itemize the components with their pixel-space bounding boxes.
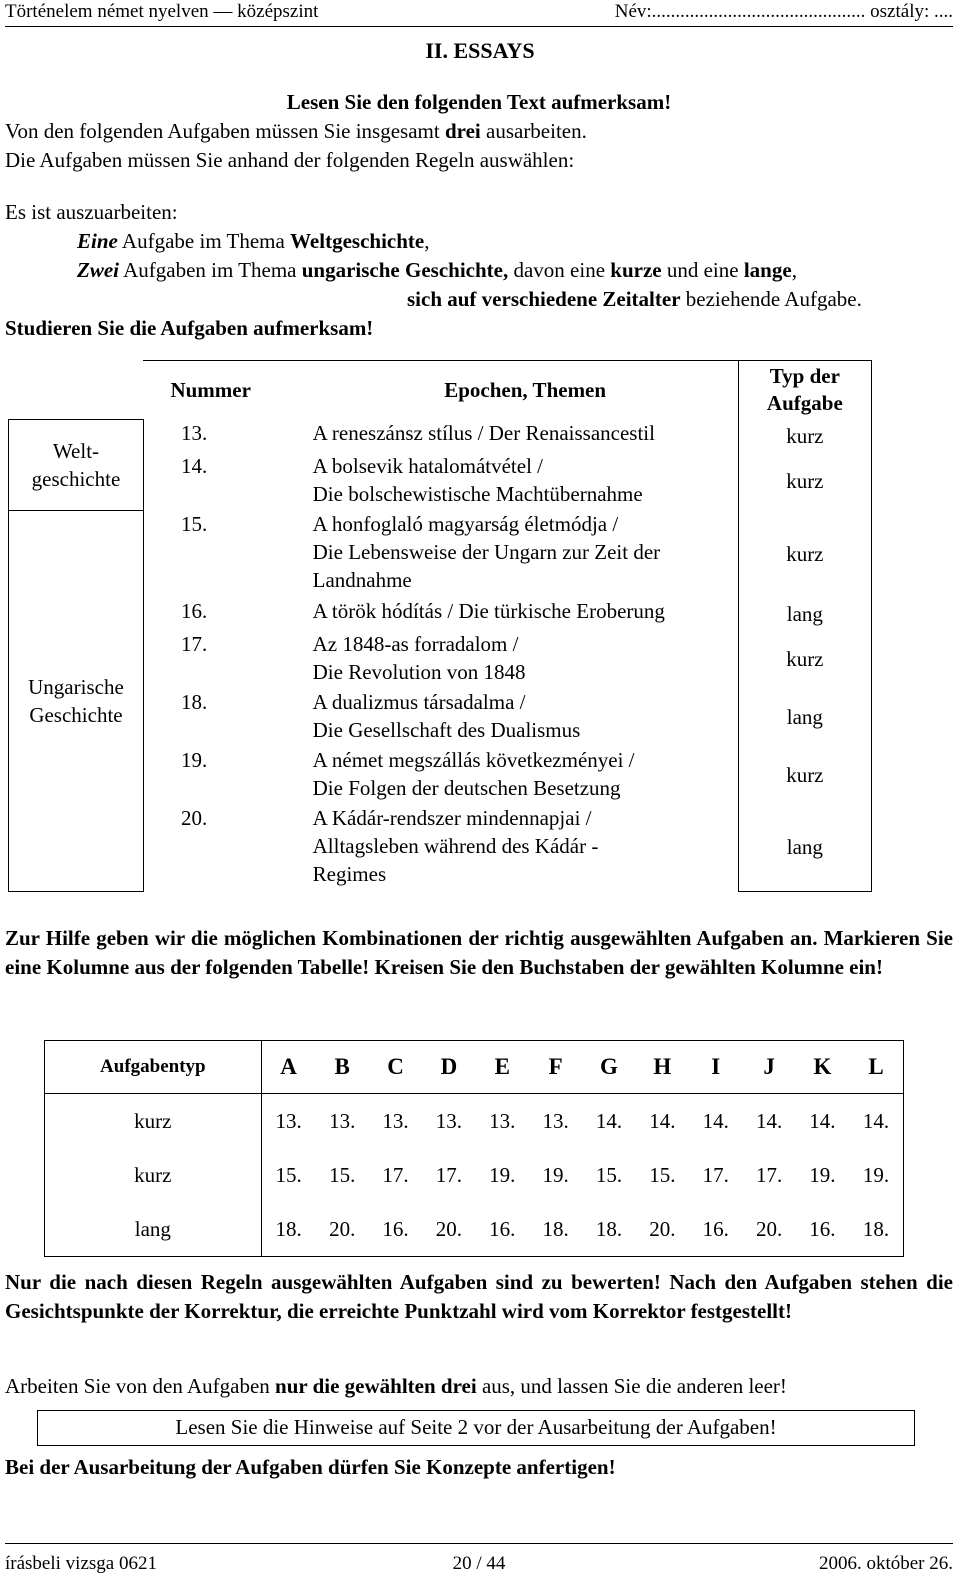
combination-cell: 13. [542, 1108, 569, 1133]
topic-number: 15. [180, 512, 208, 536]
combination-cell: 18. [582, 1202, 635, 1257]
combination-cell: 18. [849, 1202, 903, 1257]
combination-column-letter[interactable]: J [742, 1041, 795, 1094]
topic-theme: A török hódítás / Die türkische Eroberung [312, 599, 665, 623]
combination-cell: 14. [649, 1108, 676, 1133]
combination-cell: 19. [849, 1148, 903, 1202]
combination-cell: 19. [542, 1162, 569, 1187]
combination-column-letter[interactable]: B [316, 1041, 369, 1094]
combination-cell: 20. [742, 1202, 795, 1257]
topic-theme: Az 1848-as forradalom / Die Revolution von 1848 [312, 632, 526, 684]
topics-table-wrapper [8, 360, 872, 921]
combination-column-letter[interactable]: A [261, 1041, 315, 1094]
combination-cell: 13. [275, 1108, 302, 1133]
combination-column-letter[interactable]: C [369, 1041, 422, 1094]
page-footer [5, 1543, 953, 1584]
rules-heading: Es ist auszuarbeiten: [5, 200, 178, 224]
topic-theme: A reneszánsz stílus / Der Renaissancestil [312, 421, 655, 445]
header-themes: Epochen, Themen [313, 361, 739, 420]
combination-cell: 13. [329, 1108, 356, 1133]
topic-type: lang [738, 804, 871, 891]
combination-table [44, 1040, 904, 1257]
combination-column-letter[interactable]: K [796, 1041, 849, 1094]
topic-theme: A Kádár-rendszer mindennapjai / Alltagsleben während des Kádár - Regimes [312, 806, 599, 886]
work-instruction: Arbeiten Sie von den Aufgaben nur die gewählten drei aus, und lassen Sie die anderen leer! [5, 1374, 787, 1398]
combination-row-label: kurz [45, 1094, 262, 1149]
footer-page-number: 20 / 44 [452, 1553, 506, 1574]
combination-row-label: lang [45, 1202, 262, 1257]
combination-cell: 18. [261, 1202, 315, 1257]
combination-row-label: kurz [45, 1148, 262, 1202]
combination-row [45, 1148, 904, 1202]
combination-cell: 15. [649, 1162, 676, 1187]
combination-header-label: Aufgabentyp [45, 1041, 262, 1094]
combination-row [45, 1202, 904, 1257]
hint-box: Lesen Sie die Hinweise auf Seite 2 vor der Ausarbeitung der Aufgaben! [37, 1410, 915, 1446]
header-name-class: Név:............................................. osztály: .... [614, 1, 953, 22]
combination-cell: 20. [636, 1202, 689, 1257]
combination-column-letter[interactable]: I [689, 1041, 742, 1094]
topic-type: kurz [738, 419, 871, 452]
combination-cell: 15. [275, 1162, 302, 1187]
combination-note: Zur Hilfe geben wir die möglichen Kombinationen der richtig ausgewählten Aufgaben an. Markieren Sie eine Kolumne aus der folgenden Tabelle! Kreisen Sie den Buchstaben der gewählten Kolumne ein! [5, 926, 953, 979]
category-hungarian-history: Ungarische Geschichte [9, 510, 144, 891]
combination-cell: 14. [809, 1108, 836, 1133]
combination-cell: 19. [489, 1162, 516, 1187]
rule-world: Eine Aufgabe im Thema Weltgeschichte, [77, 229, 430, 253]
topics-table [8, 360, 872, 892]
combination-column-letter[interactable]: F [529, 1041, 582, 1094]
combination-cell: 13. [435, 1108, 463, 1133]
combination-cell: 14. [755, 1108, 783, 1133]
combination-cell: 16. [476, 1202, 529, 1257]
topic-type: lang [738, 688, 871, 746]
topic-row [9, 510, 872, 597]
combination-column-letter[interactable]: L [849, 1041, 903, 1094]
combination-row [45, 1094, 904, 1149]
footer-exam-code: írásbeli vizsga 0621 [5, 1553, 157, 1574]
topic-number: 13. [180, 421, 208, 445]
combination-cell: 17. [755, 1162, 783, 1187]
combination-cell: 17. [382, 1162, 409, 1187]
combination-cell: 20. [422, 1202, 475, 1257]
intro-line-1: Von den folgenden Aufgaben müssen Sie insgesamt drei ausarbeiten. [5, 119, 587, 143]
rule-era: sich auf verschiedene Zeitalter beziehende Aufgabe. [407, 287, 862, 311]
topic-theme: A dualizmus társadalma / Die Gesellschaft des Dualismus [312, 690, 581, 742]
intro-block [5, 88, 953, 175]
combination-cell: 18. [529, 1202, 582, 1257]
combination-cell: 14. [702, 1108, 729, 1133]
combination-cell: 15. [595, 1162, 623, 1187]
combination-header-row [45, 1041, 904, 1094]
study-instruction: Studieren Sie die Aufgaben aufmerksam! [5, 316, 374, 340]
combination-column-letter[interactable]: G [582, 1041, 635, 1094]
topic-row [9, 419, 872, 452]
read-instruction: Lesen Sie den folgenden Text aufmerksam! [286, 90, 672, 114]
combination-cell: 17. [702, 1162, 729, 1187]
intro-line-2: Die Aufgaben müssen Sie anhand der folgenden Regeln auswählen: [5, 148, 575, 172]
topic-number: 14. [180, 454, 208, 478]
topic-number: 18. [180, 690, 208, 714]
header-number: Nummer [143, 361, 312, 420]
topic-type: lang [738, 597, 871, 630]
combination-column-letter[interactable]: E [476, 1041, 529, 1094]
section-title: II. ESSAYS [425, 38, 535, 63]
topic-theme: A honfoglaló magyarság életmódja / Die Lebensweise der Ungarn zur Zeit der Landnahme [312, 512, 661, 592]
topic-theme: A bolsevik hatalomátvétel / Die bolschewistische Machtübernahme [312, 454, 643, 506]
header-type: Typ der Aufgabe [738, 361, 871, 420]
combination-cell: 14. [595, 1108, 623, 1133]
topic-number: 16. [180, 599, 208, 623]
combination-cell: 13. [382, 1108, 409, 1133]
combination-cell: 20. [316, 1202, 369, 1257]
combination-column-letter[interactable]: D [422, 1041, 475, 1094]
topic-number: 20. [180, 806, 208, 830]
evaluation-rules: Nur die nach diesen Regeln ausgewählten Aufgaben sind zu bewerten! Nach den Aufgaben stehen die Gesichtspunkte der Korrektur, die erreichte Punktzahl wird vom Korrektor festgestellt! [5, 1270, 953, 1323]
combination-column-letter[interactable]: H [636, 1041, 689, 1094]
combination-cell: 14. [849, 1094, 903, 1149]
topic-number: 17. [180, 632, 208, 656]
page-header [5, 0, 953, 27]
topic-number: 19. [180, 748, 208, 772]
topics-header-row [9, 361, 872, 420]
combination-cell: 19. [809, 1162, 836, 1187]
topic-type: kurz [738, 452, 871, 510]
combination-cell: 15. [329, 1162, 356, 1187]
combination-cell: 17. [435, 1162, 463, 1187]
combination-cell: 16. [369, 1202, 422, 1257]
topic-theme: A német megszállás következményei / Die Folgen der deutschen Besetzung [312, 748, 635, 800]
topic-type: kurz [738, 746, 871, 804]
combination-cell: 16. [689, 1202, 742, 1257]
topic-type: kurz [738, 510, 871, 597]
rule-hungarian: Zwei Aufgaben im Thema ungarische Geschichte, davon eine kurze und eine lange, [77, 258, 797, 282]
concept-note: Bei der Ausarbeitung der Aufgaben dürfen Sie Konzepte anfertigen! [5, 1455, 616, 1479]
rules-block [5, 198, 953, 343]
combination-cell: 16. [796, 1202, 849, 1257]
header-subject: Történelem német nyelven — középszint [5, 1, 319, 22]
footer-date: 2006. október 26. [818, 1553, 953, 1574]
category-world-history: Welt- geschichte [9, 419, 144, 510]
combination-cell: 13. [489, 1108, 516, 1133]
topic-type: kurz [738, 630, 871, 688]
